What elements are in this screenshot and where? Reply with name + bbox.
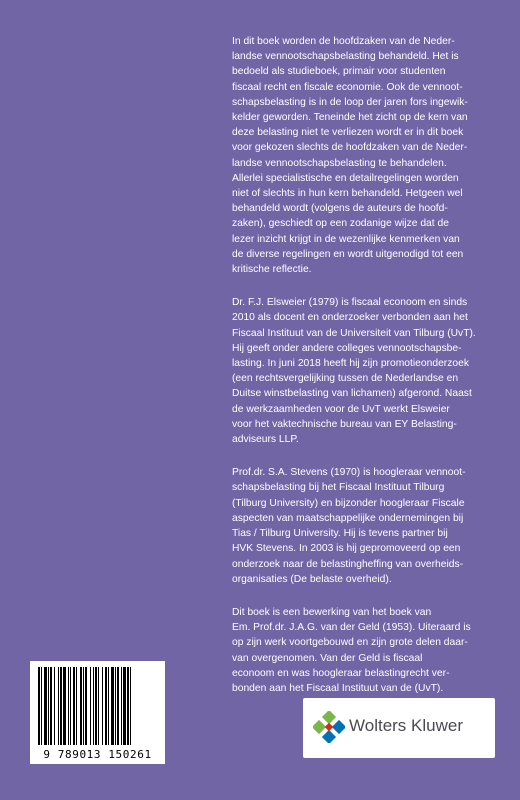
author-stevens-bio: Prof.dr. S.A. Stevens (1970) is hoogleraar vennoot- schapsbelasting bij het Fiscaal Instituut Tilburg (Tilburg University) en bijzonder hoogleraar Fiscale aspecten van maatschappelijke ondernemingen bij Tias / Tilburg University. Hij is tevens partner bij HVK Stevens. In 2003 is hij gepromoveerd op een onderzoek naar de belastingheffing van overheids- organisaties (De belaste overheid). [232,467,466,585]
barcode-bars [38,667,157,745]
isbn-barcode [30,661,165,764]
publisher-badge [303,698,495,758]
author-elsweier-bio: Dr. F.J. Elsweier (1979) is fiscaal econoom en sinds 2010 als docent en onderzoeker verbonden aan het Fiscaal Instituut van de Universiteit van Tilburg (UvT). Hij geeft onder andere colleges vennootschapsbe- lasting. In juni 2018 heeft hij zijn promotieonderzoek (een rechtsvergelijking tussen de Nederlandse en Duitse winstbelasting van lichamen) afgerond. Naast de werkzaamheden voor de UvT werkt Elsweier voor het vaktechnische bureau van EY Belasting- adviseurs LLP. [232,297,476,446]
back-cover-text [232,34,490,714]
publisher-name: Wolters Kluwer [349,716,463,735]
wolters-kluwer-logo-icon [313,711,345,743]
book-description-paragraph: In dit boek worden de hoofdzaken van de Neder- landse vennootschapsbelasting behandeld. Het is bedoeld als studieboek, primair voor studenten fiscaal recht en fiscale economie. Ook de vennoot- schapsbelasting is in de loop der jaren fors ingewik- kelder geworden. Teneinde het zicht op de kern van deze belasting niet te verliezen wordt er in dit boek voor gekozen slechts de hoofdzaken van de Neder- landse vennootschapsbelasting te behandelen. Allerlei specialistische en detailregelingen worden niet of slechts in hun kern behandeld. Hetgeen wel behandeld wordt (volgens de auteurs de hoofd- zaken), geschiedt op een zodanige wijze dat de lezer inzicht krijgt in de wezenlijke kenmerken van de diverse regelingen en wordt uitgenodigd tot een kritische reflectie. [232,36,468,276]
original-author-note: Dit boek is een bewerking van het boek van Em. Prof.dr. J.A.G. van der Geld (1953). Uiteraard is op zijn werk voortgebouwd en zijn grote delen daar- van overgenomen. Van der Geld is fiscaal econoom en was hoogleraar belastingrecht ver- bonden aan het Fiscaal Instituut van de (UvT). [232,606,471,694]
isbn-digits: 9 789013 150261 [43,748,152,761]
